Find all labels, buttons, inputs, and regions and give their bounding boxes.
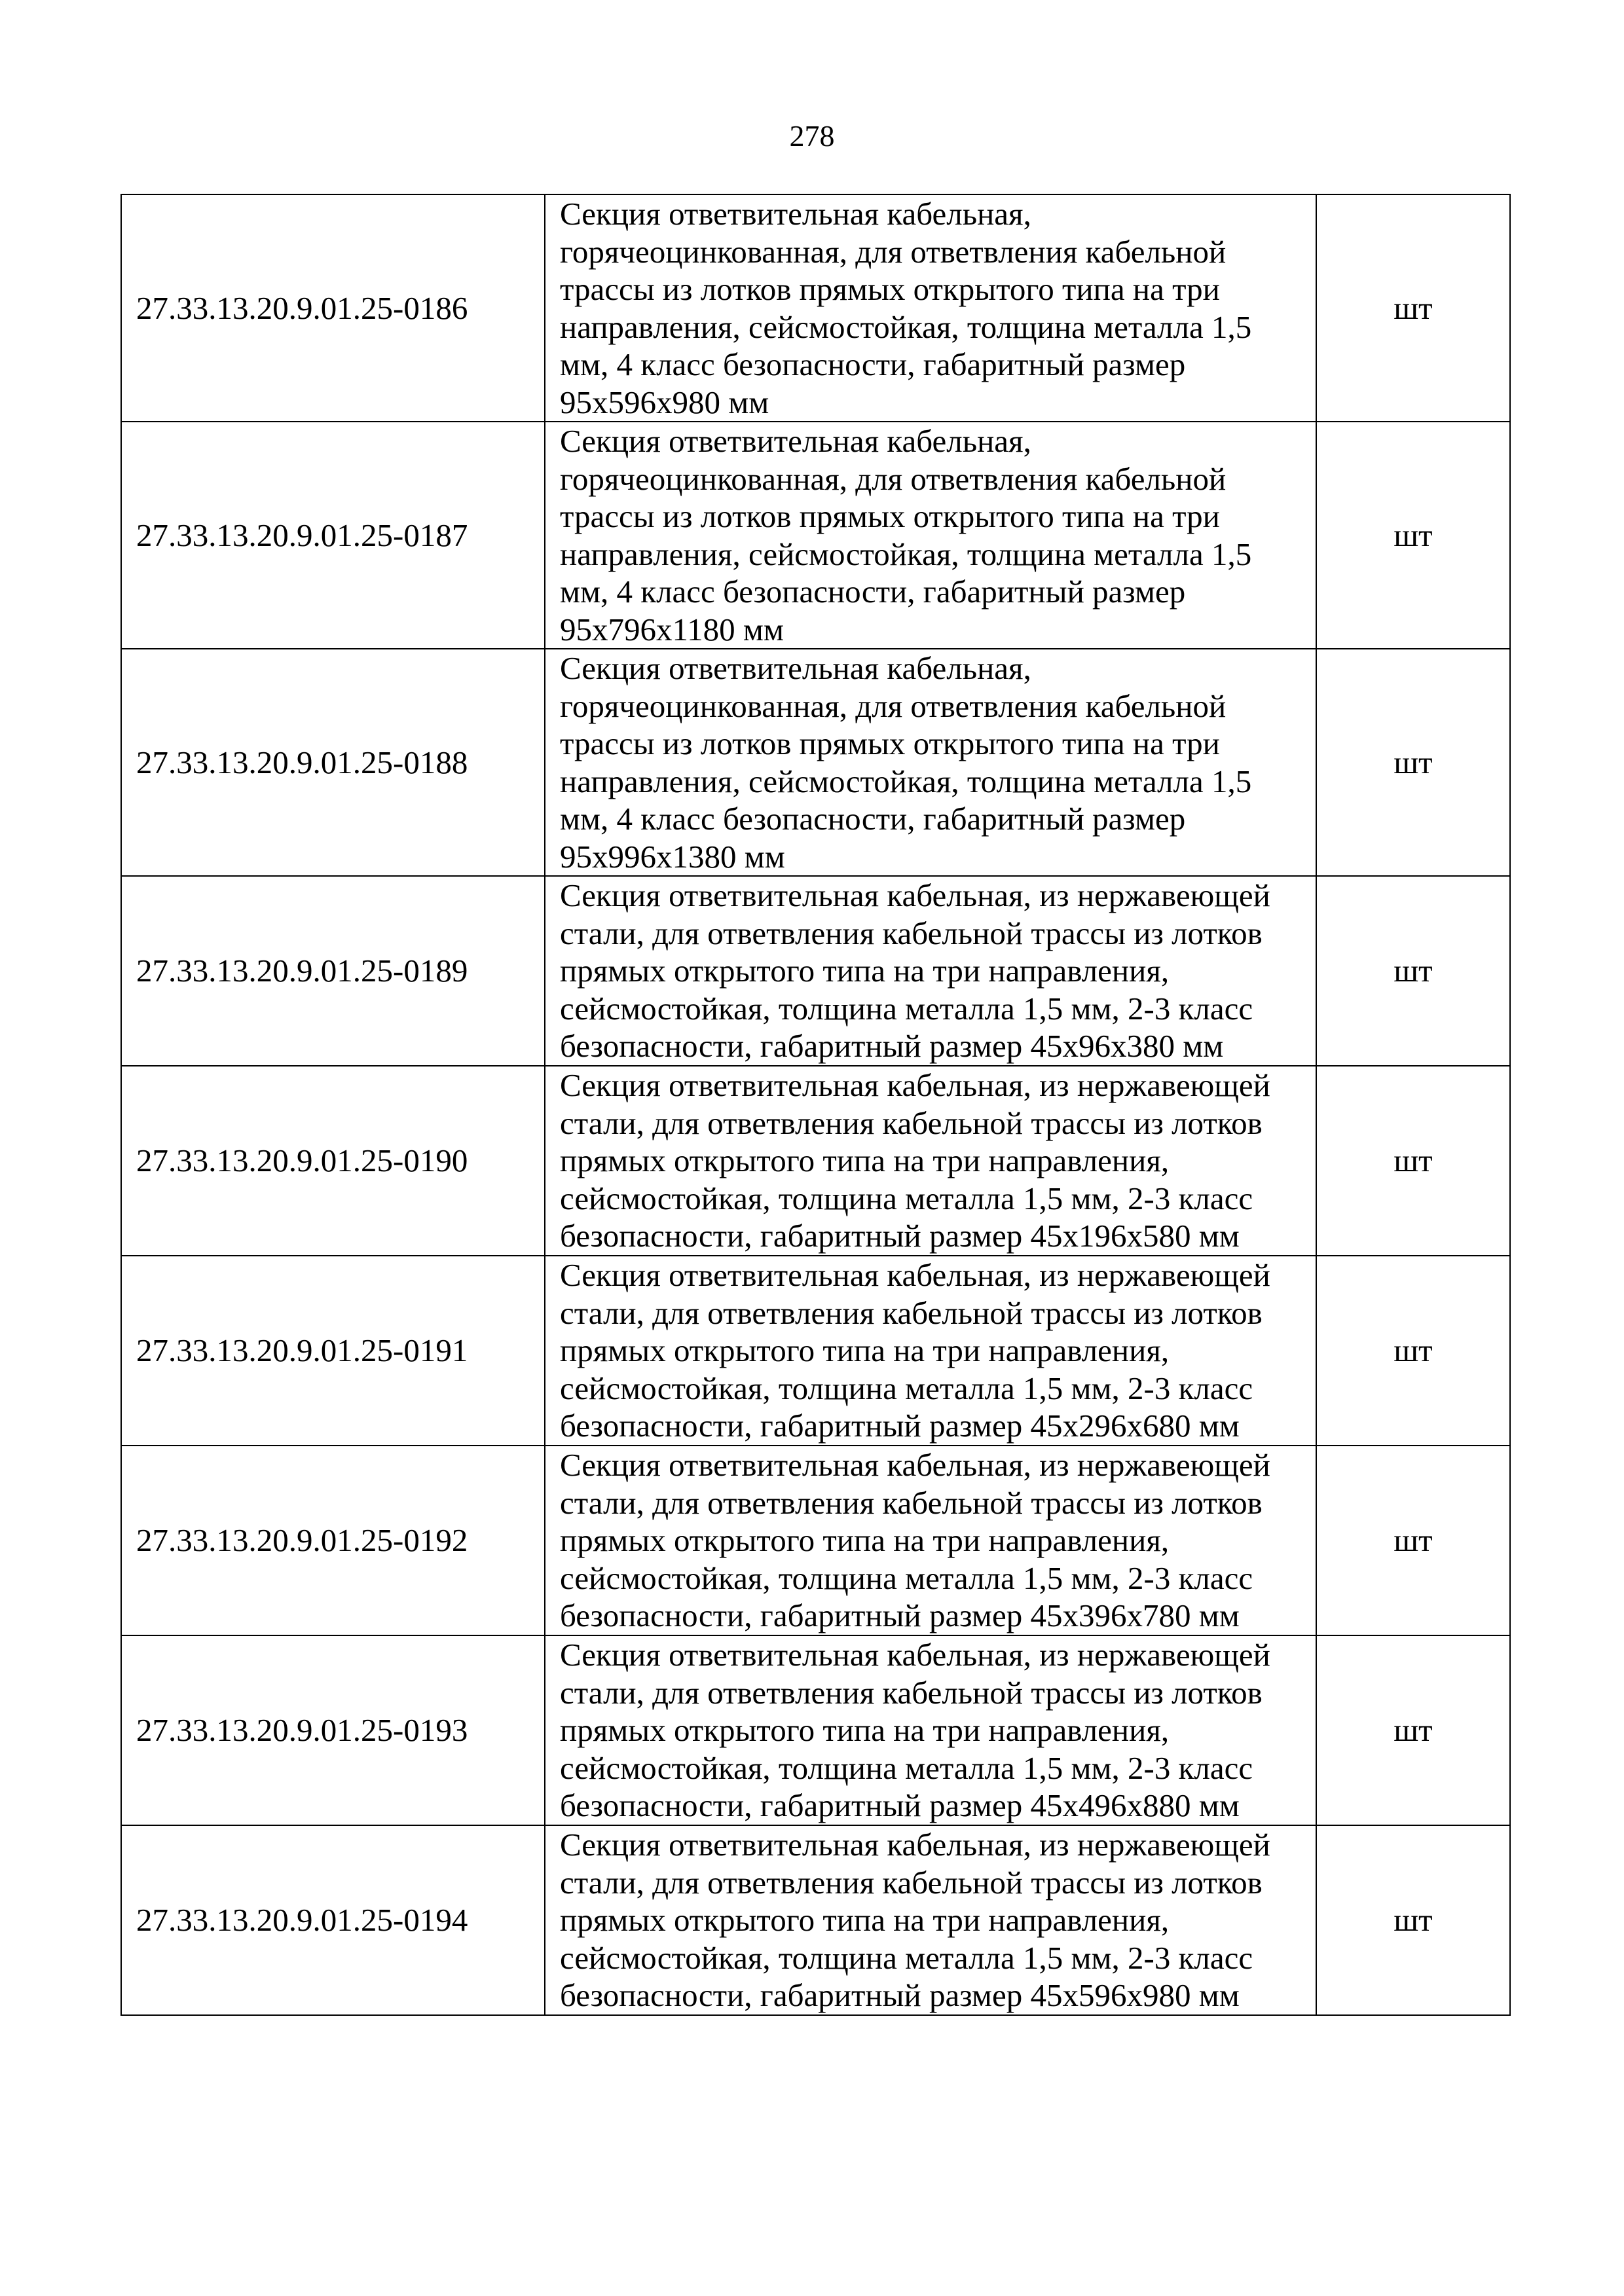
item-code: 27.33.13.20.9.01.25-0193 <box>121 1635 545 1825</box>
description-line: Секция ответвительная кабельная, из нержавеющей <box>560 1447 1270 1484</box>
description-line: трассы из лотков прямых открытого типа на три <box>560 725 1220 761</box>
description-line: сейсмостойкая, толщина металла 1,5 мм, 2-3 класс <box>560 1559 1253 1596</box>
description-line: Секция ответвительная кабельная, из нержавеющей <box>560 1067 1270 1104</box>
description-line: 95х796х1180 мм <box>560 611 784 647</box>
description-line: горячеоцинкованная, для ответвления кабельной <box>560 687 1227 724</box>
description-line: безопасности, габаритный размер 45х196х580 мм <box>560 1218 1240 1254</box>
item-unit: шт <box>1316 1825 1510 2015</box>
table-row <box>121 876 1510 1066</box>
table-row <box>121 1635 1510 1825</box>
description-line: безопасности, габаритный размер 45х296х680 мм <box>560 1408 1240 1444</box>
description-line: Секция ответвительная кабельная, <box>560 423 1031 459</box>
description-line: Секция ответвительная кабельная, из нержавеющей <box>560 1827 1270 1863</box>
description-line: трассы из лотков прямых открытого типа на три <box>560 498 1220 534</box>
description-line: стали, для ответвления кабельной трассы из лотков <box>560 1864 1263 1901</box>
item-code: 27.33.13.20.9.01.25-0192 <box>121 1446 545 1635</box>
item-description <box>545 194 1316 422</box>
description-line: мм, 4 класс безопасности, габаритный размер <box>560 801 1186 837</box>
item-unit: шт <box>1316 1446 1510 1635</box>
item-description <box>545 1446 1316 1635</box>
item-unit: шт <box>1316 1256 1510 1446</box>
description-line: прямых открытого типа на три направления, <box>560 1712 1170 1749</box>
description-line: безопасности, габаритный размер 45х596х980 мм <box>560 1977 1240 2014</box>
description-line: Секция ответвительная кабельная, из нержавеющей <box>560 877 1270 914</box>
item-code: 27.33.13.20.9.01.25-0191 <box>121 1256 545 1446</box>
description-line: Секция ответвительная кабельная, <box>560 650 1031 686</box>
item-unit: шт <box>1316 422 1510 649</box>
description-line: направления, сейсмостойкая, толщина металла 1,5 <box>560 308 1252 345</box>
description-line: направления, сейсмостойкая, толщина металла 1,5 <box>560 536 1252 572</box>
description-line: сейсмостойкая, толщина металла 1,5 мм, 2-3 класс <box>560 1370 1253 1406</box>
item-description <box>545 1066 1316 1256</box>
item-description <box>545 876 1316 1066</box>
description-line: горячеоцинкованная, для ответвления кабельной <box>560 460 1227 497</box>
description-line: сейсмостойкая, толщина металла 1,5 мм, 2-3 класс <box>560 1939 1253 1976</box>
table-row <box>121 1825 1510 2015</box>
item-code: 27.33.13.20.9.01.25-0186 <box>121 194 545 422</box>
item-code: 27.33.13.20.9.01.25-0190 <box>121 1066 545 1256</box>
table-row <box>121 1256 1510 1446</box>
table-row <box>121 1066 1510 1256</box>
description-line: горячеоцинкованная, для ответвления кабельной <box>560 233 1227 270</box>
description-line: стали, для ответвления кабельной трассы из лотков <box>560 1294 1263 1331</box>
item-unit: шт <box>1316 1066 1510 1256</box>
table-row <box>121 649 1510 876</box>
table-row <box>121 422 1510 649</box>
description-line: мм, 4 класс безопасности, габаритный размер <box>560 346 1186 382</box>
item-code: 27.33.13.20.9.01.25-0188 <box>121 649 545 876</box>
description-line: сейсмостойкая, толщина металла 1,5 мм, 2-3 класс <box>560 990 1253 1027</box>
description-line: Секция ответвительная кабельная, <box>560 196 1031 232</box>
item-unit: шт <box>1316 649 1510 876</box>
item-description <box>545 1825 1316 2015</box>
page-number: 278 <box>789 119 835 153</box>
item-description <box>545 1635 1316 1825</box>
item-description <box>545 649 1316 876</box>
description-line: 95х996х1380 мм <box>560 838 785 875</box>
description-line: трассы из лотков прямых открытого типа на три <box>560 271 1220 307</box>
description-line: безопасности, габаритный размер 45х496х880 мм <box>560 1787 1240 1824</box>
description-line: мм, 4 класс безопасности, габаритный размер <box>560 574 1186 610</box>
description-line: прямых открытого типа на три направления, <box>560 953 1170 989</box>
description-line: прямых открытого типа на три направления, <box>560 1522 1170 1559</box>
description-line: стали, для ответвления кабельной трассы из лотков <box>560 1484 1263 1521</box>
item-unit: шт <box>1316 1635 1510 1825</box>
item-code: 27.33.13.20.9.01.25-0187 <box>121 422 545 649</box>
description-line: стали, для ответвления кабельной трассы из лотков <box>560 1104 1263 1141</box>
table-row <box>121 194 1510 422</box>
description-line: сейсмостойкая, толщина металла 1,5 мм, 2-3 класс <box>560 1180 1253 1216</box>
description-line: 95х596х980 мм <box>560 384 769 420</box>
item-code: 27.33.13.20.9.01.25-0189 <box>121 876 545 1066</box>
description-line: безопасности, габаритный размер 45х396х780 мм <box>560 1597 1240 1634</box>
items-table <box>120 194 1511 2016</box>
item-unit: шт <box>1316 876 1510 1066</box>
description-line: прямых открытого типа на три направления, <box>560 1332 1170 1369</box>
item-description <box>545 1256 1316 1446</box>
description-line: стали, для ответвления кабельной трассы из лотков <box>560 1674 1263 1711</box>
description-line: прямых открытого типа на три направления, <box>560 1902 1170 1939</box>
table-row <box>121 1446 1510 1635</box>
description-line: прямых открытого типа на три направления, <box>560 1142 1170 1179</box>
description-line: направления, сейсмостойкая, толщина металла 1,5 <box>560 763 1252 799</box>
description-line: сейсмостойкая, толщина металла 1,5 мм, 2-3 класс <box>560 1749 1253 1786</box>
description-line: безопасности, габаритный размер 45х96х380 мм <box>560 1028 1224 1065</box>
description-line: Секция ответвительная кабельная, из нержавеющей <box>560 1637 1270 1673</box>
item-description <box>545 422 1316 649</box>
description-line: стали, для ответвления кабельной трассы из лотков <box>560 915 1263 951</box>
description-line: Секция ответвительная кабельная, из нержавеющей <box>560 1257 1270 1294</box>
item-unit: шт <box>1316 194 1510 422</box>
item-code: 27.33.13.20.9.01.25-0194 <box>121 1825 545 2015</box>
